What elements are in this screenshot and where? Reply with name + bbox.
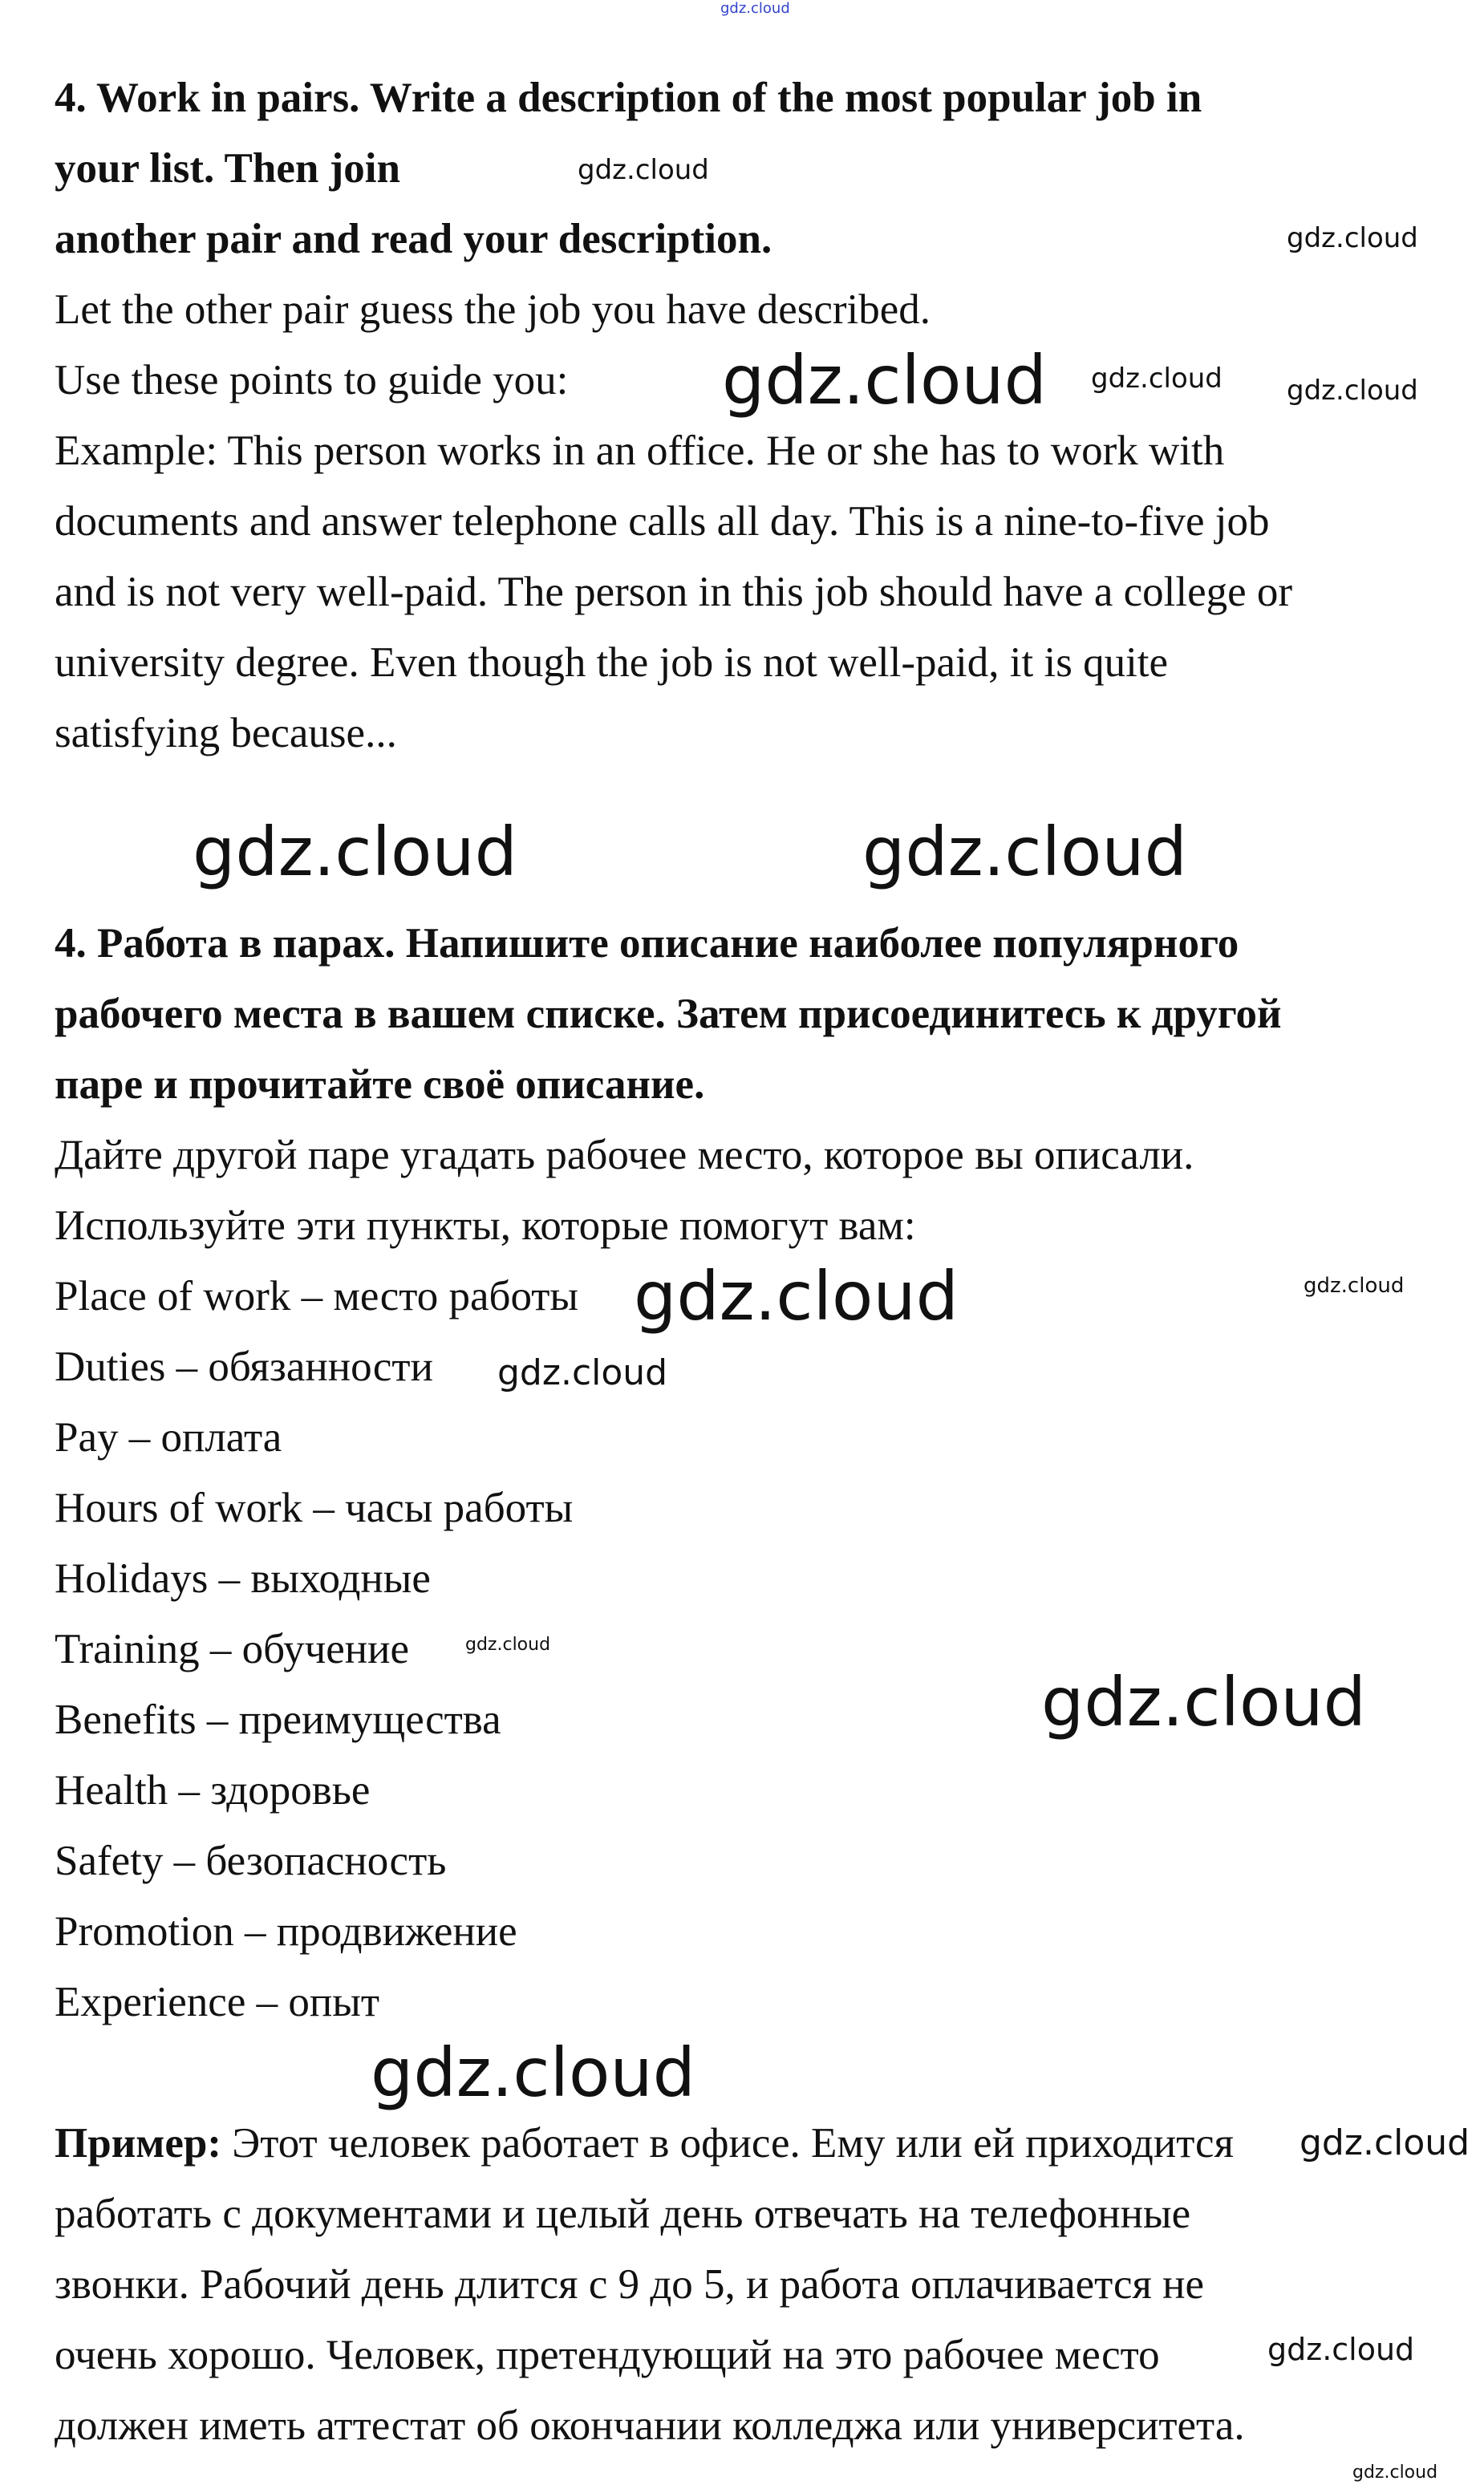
watermark: gdz.cloud [1267,2332,1415,2367]
body-line: and is not very well-paid. The person in this job should have a college or [55,569,1293,615]
task-heading-line: 4. Работа в парах. Напишите описание наиболее популярного [55,920,1239,967]
example-line [55,2108,1234,2179]
point-item: Duties – обязанности [55,1344,433,1390]
watermark: gdz.cloud [465,1635,551,1655]
example-line: очень хорошо. Человек, претендующий на это рабочее место [55,2332,1160,2378]
watermark: gdz.cloud [1091,363,1222,395]
watermark: gdz.cloud [578,154,709,186]
intro-line: Используйте эти пункты, которые помогут вам: [55,1202,916,1249]
watermark: gdz.cloud [1287,222,1418,254]
watermark: gdz.cloud [722,341,1047,420]
example-label: Пример: [55,2120,221,2167]
task-heading-line: паре и прочитайте своё описание. [55,1061,705,1108]
point-item: Health – здоровье [55,1767,371,1814]
example-text: Этот человек работает в офисе. Ему или ей приходится [221,2120,1234,2167]
watermark: gdz.cloud [497,1352,668,1393]
point-item: Pay – оплата [55,1414,282,1461]
watermark: gdz.cloud [1041,1663,1366,1741]
point-item: Experience – опыт [55,1979,379,2025]
watermark: gdz.cloud [193,813,517,891]
point-item: Promotion – продвижение [55,1908,517,1955]
example-line: должен иметь аттестат об окончании колледжа или университета. [55,2402,1245,2449]
body-line: university degree. Even though the job is not well-paid, it is quite [55,639,1169,686]
task-heading-line: 4. Work in pairs. Write a description of the most popular job in [55,75,1202,121]
watermark: gdz.cloud [634,1257,959,1336]
task-heading-line: рабочего места в вашем списке. Затем присоединитесь к другой [55,991,1282,1037]
point-item: Holidays – выходные [55,1555,431,1602]
russian-task [55,908,1466,2037]
point-item: Hours of work – часы работы [55,1485,574,1531]
example-line: работать с документами и целый день отвечать на телефонные [55,2191,1191,2237]
task-heading-line: another pair and read your description. [55,216,772,262]
body-line: documents and answer telephone calls all day. This is a nine-to-five job [55,498,1270,545]
task-heading-line: your list. Then join [55,145,400,192]
body-line: Use these points to guide you: [55,357,569,403]
watermark: gdz.cloud [1352,2463,1438,2483]
point-item: Safety – безопасность [55,1838,447,1884]
point-item: Training – обучение [55,1626,410,1672]
watermark: gdz.cloud [1304,1274,1405,1298]
body-line: satisfying because... [55,710,397,756]
watermark: gdz.cloud [1300,2122,1470,2163]
watermark: gdz.cloud [1287,375,1418,407]
intro-line: Дайте другой паре угадать рабочее место, которое вы описали. [55,1132,1194,1178]
watermark: gdz.cloud [720,0,790,17]
point-item: Place of work – место работы [55,1273,579,1319]
body-line: Let the other pair guess the job you have described. [55,286,931,333]
body-line: Example: This person works in an office. He or she has to work with [55,428,1225,474]
point-item: Benefits – преимущества [55,1696,501,1743]
watermark: gdz.cloud [371,2033,695,2112]
watermark: gdz.cloud [862,813,1187,891]
russian-example [55,2108,1466,2461]
example-line: звонки. Рабочий день длится с 9 до 5, и работа оплачивается не [55,2261,1204,2308]
